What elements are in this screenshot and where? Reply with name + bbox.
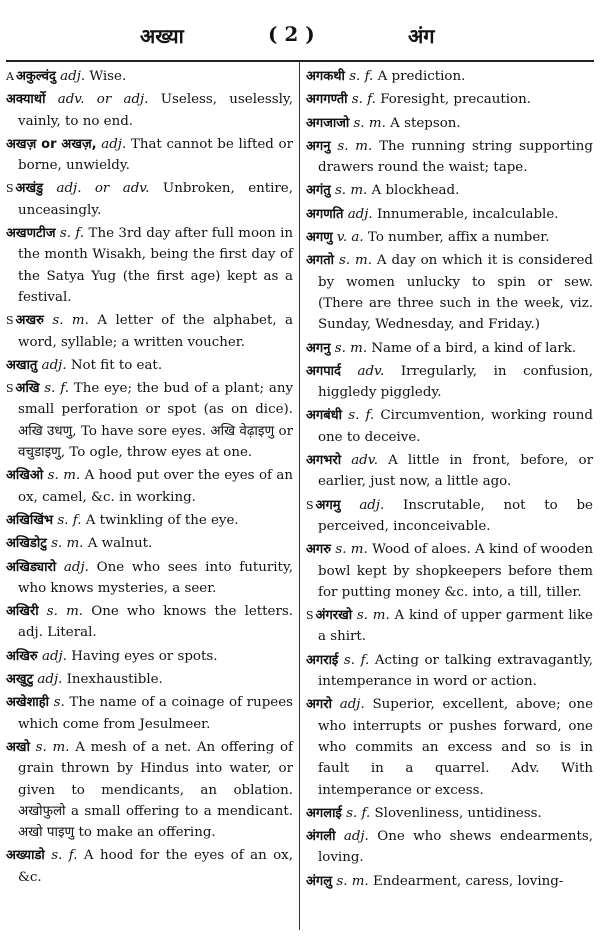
dictionary-entry <box>306 605 593 648</box>
page-header <box>0 22 600 52</box>
dictionary-entry <box>306 250 593 335</box>
entry-definition: A prediction. <box>377 69 466 84</box>
header-right-guide-word: अंग <box>408 24 435 48</box>
dictionary-entry <box>306 227 593 248</box>
dictionary-entry <box>306 89 593 110</box>
right-column <box>306 66 593 894</box>
entry-part-of-speech: s. m. <box>356 608 390 624</box>
dictionary-entry <box>306 405 593 448</box>
header-rule <box>6 60 594 62</box>
dictionary-entry <box>6 737 293 843</box>
entry-origin-marker: A <box>6 70 14 83</box>
entry-part-of-speech: v. a. <box>336 230 364 246</box>
entry-definition: Innumerable, incalculable. <box>376 206 559 222</box>
entry-part-of-speech: adv. <box>351 453 378 469</box>
entry-headword: अगणु <box>306 230 333 246</box>
dictionary-entry <box>306 495 593 538</box>
entry-headword: अगकथी <box>306 69 345 84</box>
entry-headword: अखुटु <box>6 672 34 688</box>
entry-definition: Foresight, precaution. <box>380 92 531 108</box>
header-left-guide-word: अख्या <box>140 24 184 48</box>
entry-definition: Inscrutable, not to be perceived, inconceivable. <box>318 497 593 534</box>
dictionary-entry <box>306 136 593 179</box>
entry-part-of-speech: s. f. <box>57 512 82 528</box>
dictionary-entry <box>306 66 593 87</box>
dictionary-entry <box>306 694 593 800</box>
entry-part-of-speech: s. m. <box>335 542 368 558</box>
entry-definition: A day on which it is considered by women unlucky to spin or sew. (There are three such in the week, viz. Sunday, Wednesday, and Friday.) <box>318 253 594 333</box>
entry-headword: अगणति <box>306 206 344 222</box>
entry-part-of-speech: s. f. <box>346 805 371 821</box>
entry-part-of-speech: adj. <box>343 829 369 845</box>
entry-part-of-speech: adj. <box>101 136 127 152</box>
dictionary-entry <box>6 378 293 463</box>
entry-part-of-speech: s. f. <box>343 652 370 668</box>
entry-part-of-speech: s. f. <box>44 381 69 397</box>
dictionary-entry <box>6 601 293 644</box>
dictionary-entry <box>6 223 293 308</box>
entry-definition: A blockhead. <box>371 183 460 199</box>
entry-headword: अगंतु <box>306 183 331 199</box>
entry-definition: Slovenliness, untidiness. <box>374 805 542 821</box>
entry-definition: A twinkling of the eye. <box>85 512 239 528</box>
entry-headword: अखेशाही <box>6 695 50 711</box>
entry-part-of-speech: s. f. <box>348 408 375 424</box>
entry-part-of-speech: s. f. <box>349 69 374 84</box>
dictionary-entry <box>306 539 593 603</box>
entry-part-of-speech: s. m. <box>353 115 386 131</box>
entry-definition: A mesh of a net. An offering of grain thrown by Hindus into water, or given to mendicants, an oblation. अखोफुलो a small offering to a mendicant. अखो पाइणु to make an offering. <box>18 739 293 841</box>
entry-definition: A kind of upper garment like a shirt. <box>318 608 593 645</box>
entry-headword: अगरो <box>306 697 332 713</box>
entry-definition: Wise. <box>89 69 127 84</box>
entry-headword: अकुल्वंदु <box>15 69 56 84</box>
entry-definition: A little in front, before, or earlier, just now, a little ago. <box>318 453 593 490</box>
entry-part-of-speech: s. m. <box>338 253 372 269</box>
entry-headword: अगराई <box>306 652 339 668</box>
entry-headword: अखज़ or अखज़, <box>6 136 97 152</box>
entry-headword: अगनु <box>306 340 331 356</box>
entry-headword: अगनु <box>306 138 331 154</box>
entry-origin-marker: S <box>306 609 314 623</box>
dictionary-entry <box>306 650 593 693</box>
entry-definition: Unbroken, entire, unceasingly. <box>18 181 293 218</box>
dictionary-entry <box>306 113 593 134</box>
entry-part-of-speech: s. m. <box>337 138 373 154</box>
entry-definition: That cannot be lifted or borne, unwieldy. <box>18 136 293 174</box>
entry-origin-marker: S <box>6 314 14 328</box>
entry-part-of-speech: adj. <box>347 206 373 222</box>
entry-definition: Not fit to eat. <box>70 357 163 373</box>
entry-part-of-speech: s. f. <box>351 92 376 108</box>
entry-definition: A hood put over the eyes of an ox, camel, &c. in working. <box>18 468 293 505</box>
dictionary-entry <box>6 89 293 132</box>
entry-definition: One who knows the letters. adj. Literal. <box>18 604 294 641</box>
entry-headword: अगबंधी <box>306 408 343 424</box>
entry-part-of-speech: adv. <box>357 363 385 379</box>
entry-definition: Irregularly, in confusion, higgledy piggledy. <box>318 363 593 401</box>
entry-part-of-speech: s. m. <box>336 873 369 889</box>
entry-headword: अगमु <box>315 497 341 513</box>
entry-part-of-speech: s. f. <box>51 848 78 864</box>
entry-headword: अखिरु <box>6 648 38 664</box>
entry-headword: अखरु <box>15 313 44 329</box>
entry-part-of-speech: adj. <box>60 69 86 84</box>
entry-part-of-speech: s. <box>53 695 65 711</box>
entry-part-of-speech: s. m. <box>334 340 368 356</box>
entry-definition: A letter of the alphabet, a word, syllable; a written voucher. <box>18 313 294 350</box>
dictionary-entry <box>6 845 293 888</box>
dictionary-entry <box>6 310 293 353</box>
entry-part-of-speech: s. m. <box>47 468 81 484</box>
entry-definition: To number, affix a number. <box>367 230 550 246</box>
entry-part-of-speech: s. m. <box>35 739 70 755</box>
entry-origin-marker: S <box>306 498 314 512</box>
entry-definition: The running string supporting drawers round the waist; tape. <box>318 138 593 176</box>
dictionary-entry <box>306 338 593 359</box>
entry-definition: One who sees into futurity, who knows mysteries, a seer. <box>18 559 293 596</box>
entry-headword: अखिरी <box>6 604 39 620</box>
entry-headword: अखिखिंभ <box>6 512 54 528</box>
entry-definition: The eye; the bud of a plant; any small perforation or spot (as on dice). अखि उधणु, To have sore eyes. अखि वेढ़ाइणु or वचुडाइणु, To ogle, throw eyes at one. <box>18 381 294 461</box>
dictionary-entry <box>306 180 593 201</box>
dictionary-entry <box>306 826 593 869</box>
entry-part-of-speech: adj. <box>41 648 67 664</box>
entry-origin-marker: S <box>6 182 14 196</box>
entry-definition: The name of a coinage of rupees which come from Jesulmeer. <box>18 695 293 732</box>
entry-definition: Useless, uselessly, vainly, to no end. <box>18 92 293 129</box>
entry-part-of-speech: s. f. <box>59 226 85 242</box>
entry-definition: Acting or talking extravagantly, intemperance in word or action. <box>318 652 593 690</box>
entry-definition: Wood of aloes. A kind of wooden bowl kept by shopkeepers before them for putting money &c. into, a till, tiller. <box>318 542 593 600</box>
dictionary-entry <box>6 134 293 177</box>
entry-definition: A walnut. <box>87 536 153 552</box>
entry-headword: अखि <box>15 381 40 397</box>
entry-definition: The 3rd day after full moon in the month Wisakh, being the first day of the Satya Yug (the first age) kept as a festival. <box>18 226 293 305</box>
entry-headword: अगरु <box>306 542 332 558</box>
entry-definition: Superior, excellent, above; one who interrupts or pushes forward, one who commits an excess and so is in fault in a quarrel. Adv. With intemperance or excess. <box>318 697 593 798</box>
entry-part-of-speech: adj. <box>339 697 365 713</box>
dictionary-entry <box>6 533 293 554</box>
entry-headword: अंगरखो <box>315 608 353 624</box>
entry-part-of-speech: s. m. <box>334 183 368 199</box>
entry-headword: अगलाई <box>306 805 342 821</box>
entry-headword: अगभरो <box>306 453 342 469</box>
entry-part-of-speech: adv. or adj. <box>57 92 149 108</box>
entry-headword: अखणटीज <box>6 226 56 242</box>
entry-headword: अगतो <box>306 253 335 269</box>
entry-part-of-speech: adj. or adv. <box>56 181 150 197</box>
entry-definition: Inexhaustible. <box>66 672 163 688</box>
dictionary-entry <box>6 557 293 600</box>
dictionary-entry <box>306 204 593 225</box>
dictionary-entry <box>6 465 293 508</box>
entry-definition: Name of a bird, a kind of lark. <box>371 340 577 356</box>
entry-definition: One who shews endearments, loving. <box>318 829 594 866</box>
dictionary-entry <box>306 450 593 493</box>
dictionary-entry <box>306 361 593 404</box>
dictionary-entry <box>306 871 593 892</box>
entry-headword: अखातु <box>6 357 38 373</box>
dictionary-entry <box>6 355 293 376</box>
entry-definition: Circumvention, working round one to deceive. <box>318 408 594 445</box>
entry-part-of-speech: adj. <box>41 357 67 373</box>
entry-headword: अंगली <box>306 829 336 845</box>
dictionary-entry <box>6 669 293 690</box>
dictionary-entry <box>306 803 593 824</box>
entry-definition: A stepson. <box>390 115 461 131</box>
dictionary-entry <box>6 692 293 735</box>
dictionary-entry <box>6 646 293 667</box>
dictionary-entry <box>6 510 293 531</box>
page-number: ( 2 ) <box>268 22 315 46</box>
entry-part-of-speech: s. m. <box>46 604 84 620</box>
entry-headword: अखो <box>6 739 30 755</box>
entry-headword: अख्याडो <box>6 848 45 864</box>
entry-origin-marker: S <box>6 382 14 396</box>
entry-part-of-speech: s. m. <box>52 313 89 329</box>
entry-headword: अखंडु <box>15 181 44 197</box>
entry-headword: अखिओ <box>6 468 44 484</box>
entry-part-of-speech: s. m. <box>51 536 84 552</box>
entry-headword: अगजाजो <box>306 115 350 131</box>
entry-headword: अंगलु <box>306 873 333 889</box>
entry-headword: अखिडोटु <box>6 536 47 552</box>
entry-definition: Having eyes or spots. <box>71 648 218 664</box>
entry-headword: अगगण्ती <box>306 92 348 108</box>
entry-headword: अखिड्यारो <box>6 559 57 575</box>
entry-part-of-speech: adj. <box>37 672 63 688</box>
column-divider <box>299 62 300 930</box>
entry-headword: अक्यार्थो <box>6 92 46 108</box>
entry-definition: Endearment, caress, loving- <box>372 873 564 889</box>
entry-part-of-speech: adj. <box>63 559 89 575</box>
left-column <box>6 66 293 890</box>
dictionary-entry <box>6 66 293 87</box>
dictionary-entry <box>6 178 293 221</box>
entry-definition: A hood for the eyes of an ox, &c. <box>18 848 293 885</box>
entry-part-of-speech: adj. <box>359 497 385 513</box>
entry-headword: अगपार्द <box>306 363 341 379</box>
